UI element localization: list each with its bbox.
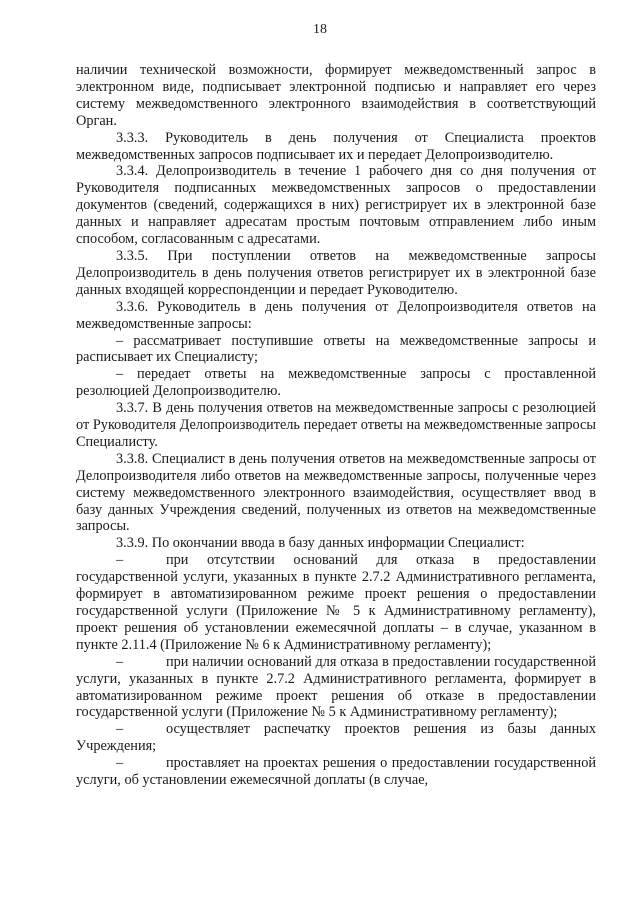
paragraph — [76, 163, 596, 248]
paragraph-text: 3.3.5. При поступлении ответов на межведомственные запросы Делопроизводитель в день получения ответов регистрирует их в электронной базе данных входящей корреспонденции и передает Руководителю. — [76, 247, 596, 298]
dash-marker: – — [116, 552, 124, 569]
paragraph-text: осуществляет распечатку проектов решения из базы данных Учреждения; — [76, 721, 596, 755]
paragraph — [76, 62, 596, 130]
paragraph — [76, 535, 596, 552]
dash-marker: – — [116, 721, 124, 738]
paragraph — [76, 299, 596, 333]
paragraph — [76, 248, 596, 299]
paragraph-text: 3.3.7. В день получения ответов на межведомственные запросы с резолюцией от Руководителя Делопроизводитель передает ответы на межведомственные запросы Специалисту. — [76, 400, 596, 450]
paragraph-text: 3.3.6. Руководитель в день получения от Делопроизводителя ответов на межведомственные запросы: — [76, 298, 596, 332]
dash-marker: – — [116, 755, 124, 772]
paragraph-text: при отсутствии оснований для отказа в предоставлении государственной услуги, указанных в пункте 2.7.2 Административного регламента, формирует в автоматизированном режиме проект решения о предоставлении государственной услуги (Приложение № 5 к Административному регламенту), проект решения об установлении ежемесячной доплаты – в случае, указанном в пункте 2.11.4 (Приложение № 6 к Административному регламенту); — [76, 552, 596, 653]
list-item — [76, 721, 596, 755]
paragraph — [76, 366, 596, 400]
paragraph-text: наличии технической возможности, формирует межведомственный запрос в электронном виде, подписывает электронной подписью и направляет его через систему межведомственного электронного взаимодействия в соответствующий Орган. — [76, 62, 596, 129]
page-number: 18 — [313, 22, 327, 37]
paragraph-text: проставляет на проектах решения о предоставлении государственной услуги, об установлении ежемесячной доплаты (в случае, — [76, 755, 596, 789]
list-item — [76, 552, 596, 653]
paragraph — [76, 333, 596, 367]
paragraph-text: – рассматривает поступившие ответы на межведомственные запросы и расписывает их Специалисту; — [76, 332, 596, 366]
document-body — [76, 62, 596, 789]
paragraph-text: при наличии оснований для отказа в предоставлении государственной услуги, указанных в пункте 2.7.2 Административного регламента, формирует в автоматизированном режиме проект решения об отказе в предоставлении государственной услуги (Приложение № 5 к Административному регламенту); — [76, 653, 596, 721]
list-item — [76, 755, 596, 789]
paragraph — [76, 130, 596, 164]
paragraph-text: 3.3.4. Делопроизводитель в течение 1 рабочего дня со дня получения от Руководителя подписанных межведомственных запросов о предоставлении документов (сведений, содержащихся в них) регистрирует их в электронной базе данных и направляет адресатам простым почтовым отправлением либо иным способом, согласованным с адресатами. — [76, 163, 596, 248]
dash-marker: – — [116, 653, 124, 670]
paragraph-text: 3.3.8. Специалист в день получения ответов на межведомственные запросы от Делопроизводителя либо ответов на межведомственные запросы, полученные через систему межведомственного электронного взаимодействия, осуществляет ввод в базу данных Учреждения сведений, полученных из ответов на межведомственные запросы. — [76, 450, 596, 535]
paragraph-text: 3.3.9. По окончании ввода в базу данных информации Специалист: — [116, 535, 525, 552]
paragraph — [76, 451, 596, 536]
paragraph-text: – передает ответы на межведомственные запросы с проставленной резолюцией Делопроизводителю. — [76, 366, 596, 400]
paragraph — [76, 400, 596, 451]
paragraph-text: 3.3.3. Руководитель в день получения от Специалиста проектов межведомственных запросов подписывает их и передает Делопроизводителю. — [76, 129, 596, 163]
list-item — [76, 654, 596, 722]
